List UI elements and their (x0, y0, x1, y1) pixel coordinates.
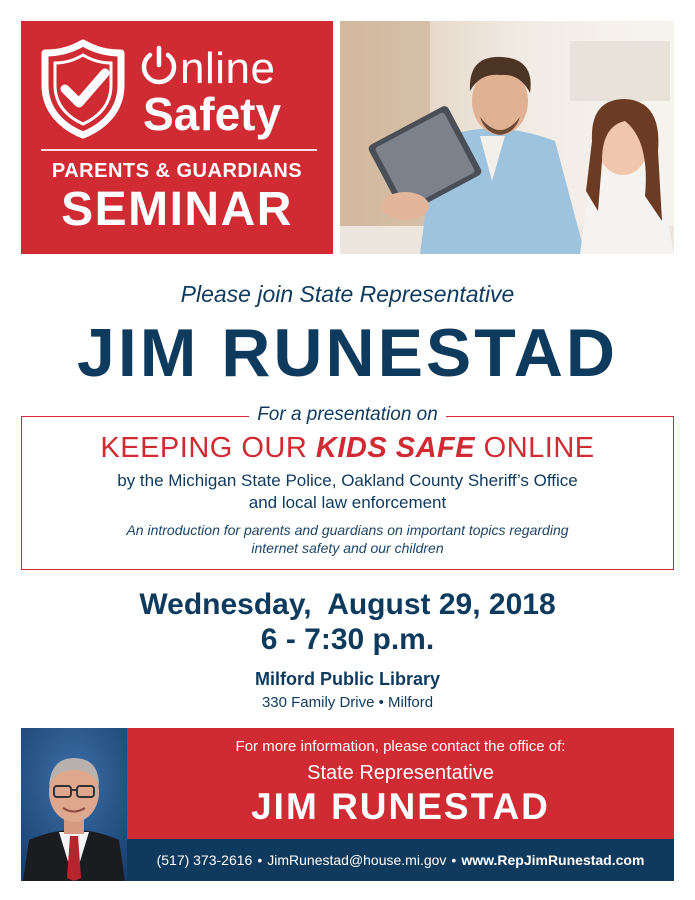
presentation-box (21, 404, 674, 570)
contact-website[interactable]: www.RepJimRunestad.com (461, 852, 645, 868)
shield-check-icon (39, 39, 127, 139)
contact-phone[interactable]: (517) 373-2616 (156, 852, 253, 868)
representative-name: JIM RUNESTAD (77, 315, 618, 391)
contact-banner (127, 728, 674, 839)
presentation-description (22, 521, 673, 557)
byline-line-2: and local law enforcement (248, 493, 447, 512)
header-banner (21, 21, 333, 254)
representative-portrait (21, 728, 127, 881)
online-word: nline (180, 44, 276, 93)
power-icon (139, 45, 179, 87)
description-line-1: An introduction for parents and guardians on important topics regarding (126, 522, 569, 538)
seminar-word: SEMINAR (61, 183, 293, 236)
safety-word: Safety (143, 88, 282, 140)
parents-guardians-line: PARENTS & GUARDIANS (51, 160, 303, 182)
footer-title: State Representative (307, 762, 494, 784)
parent-child-tablet-photo (340, 21, 674, 254)
description-line-2: internet safety and our children (251, 540, 444, 556)
contact-email[interactable]: JimRunestad@house.mi.gov (267, 852, 447, 868)
headline-post: ONLINE (475, 432, 595, 464)
byline-line-1: by the Michigan State Police, Oakland County Sheriff’s Office (117, 471, 578, 490)
headline-kids-safe: KIDS SAFE (315, 432, 476, 464)
headline-pre: KEEPING OUR (100, 432, 316, 464)
event-venue: Milford Public Library (254, 669, 441, 689)
event-time: 6 - 7:30 p.m. (260, 623, 435, 656)
event-date: Wednesday, August 29, 2018 (139, 588, 556, 621)
presentation-headline (22, 432, 673, 465)
event-address: 330 Family Drive • Milford (261, 694, 434, 711)
presentation-intro (22, 404, 673, 426)
contact-footer (21, 728, 674, 881)
presentation-intro-text: For a presentation on (249, 404, 446, 425)
footer-name: JIM RUNESTAD (251, 786, 550, 827)
online-wordmark (139, 45, 275, 92)
presenters-byline (22, 470, 673, 514)
invite-line: Please join State Representative (180, 281, 515, 307)
contact-lead: For more information, please contact the office of: (235, 738, 566, 755)
header-divider (41, 149, 317, 151)
separator-dot: • (451, 852, 457, 868)
contact-bar (127, 839, 674, 881)
separator-dot: • (257, 852, 263, 868)
